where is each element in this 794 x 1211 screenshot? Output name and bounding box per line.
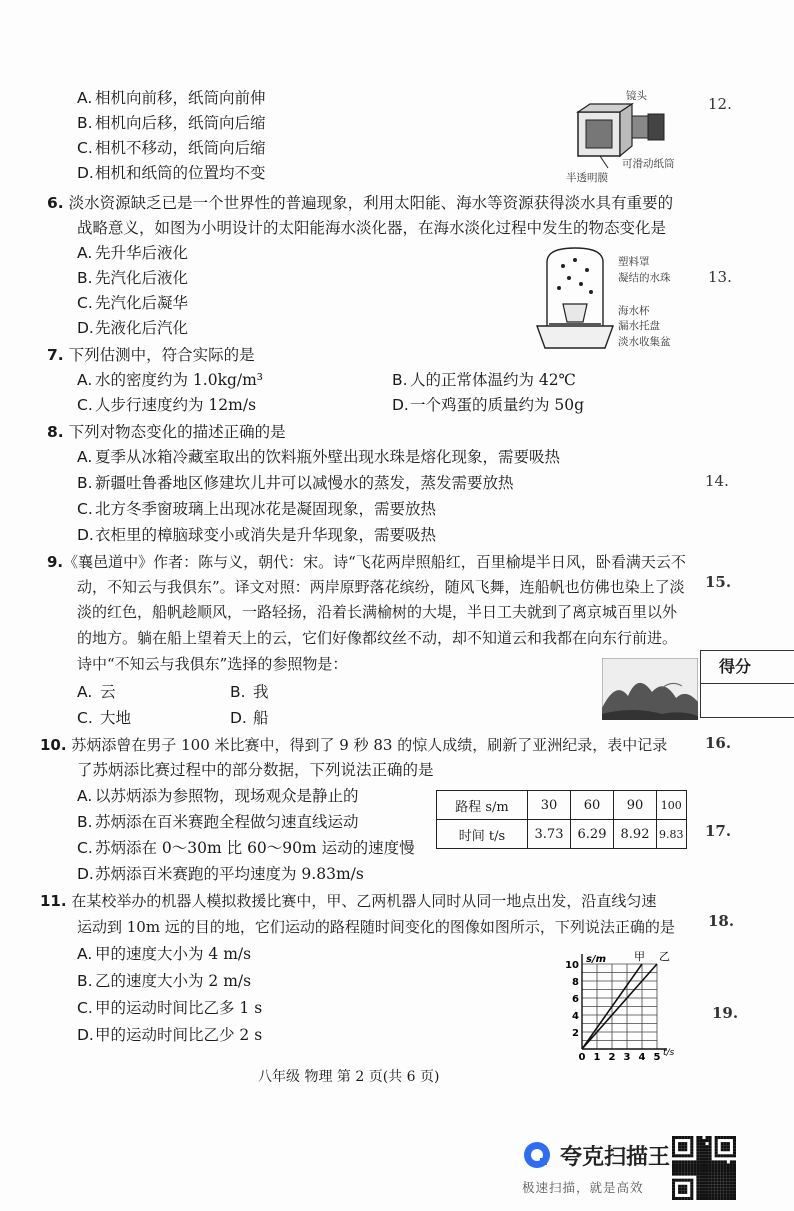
q10-stem-line1: 10. 苏炳添曾在男子 100 米比赛中，得到了 9 秒 83 的惊人成绩，刷新了亚洲纪录，表中记录 — [40, 736, 668, 754]
chart-ylabel: s/m — [586, 954, 607, 965]
q10-option-c: C. 苏炳添在 0～30m 比 60～90m 运动的速度慢 — [77, 839, 415, 857]
q9-line-2: 动，不知云与我俱东”。译文对照：两岸原野落花缤纷，随风飞舞，连船帆也仿佛也染上了淡 — [77, 578, 685, 596]
q8-option-a: A. 夏季从冰箱冷藏室取出的饮料瓶外壁出现水珠是熔化现象，需要吸热 — [77, 448, 561, 466]
q6-label-basin: 淡水收集盆 — [618, 336, 671, 348]
right-q18: 18. — [708, 912, 735, 930]
score-box — [700, 650, 794, 718]
scanner-slogan: 极速扫描，就是高效 — [522, 1180, 644, 1195]
x-tick-label: 4 — [638, 1052, 646, 1063]
q5-label-film: 半透明膜 — [566, 172, 608, 184]
score-label: 得分 — [701, 651, 794, 684]
q7-stem: 7. 下列估测中，符合实际的是 — [47, 346, 255, 364]
table-row-label: 路程 s/m — [437, 791, 528, 820]
x-tick-label: 1 — [593, 1052, 601, 1063]
q6-option-d: D.先液化后汽化 — [77, 319, 189, 337]
q5-label-lens: 镜头 — [626, 90, 647, 102]
y-tick-label: 2 — [572, 1028, 579, 1039]
right-q17: 17. — [705, 822, 732, 840]
q9-option-b: B. 我 — [230, 683, 269, 701]
table-cell: 8.92 — [614, 820, 657, 849]
x-tick-label: 2 — [608, 1052, 616, 1063]
q6-label-cup: 海水杯 — [618, 305, 650, 317]
q6-option-a: A. 先升华后液化 — [77, 244, 189, 262]
series-label-1: 乙 — [659, 950, 670, 963]
q10-data-table — [436, 790, 687, 849]
table-row — [437, 820, 687, 849]
q10-option-a: A. 以苏炳添为参照物，现场观众是静止的 — [77, 787, 359, 805]
series-label-0: 甲 — [634, 950, 645, 963]
q6-label-drops: 凝结的水珠 — [618, 272, 671, 284]
q9-option-c: C. 大地 — [77, 709, 131, 727]
table-cell: 30 — [528, 791, 571, 820]
table-cell: 6.29 — [571, 820, 614, 849]
table-cell: 100 — [657, 791, 687, 820]
table-row — [437, 791, 687, 820]
y-tick-label: 10 — [565, 960, 579, 971]
right-q13: 13. — [708, 268, 732, 286]
q9-option-a: A. 云 — [77, 683, 116, 701]
q11-stem-line2: 运动到 10m 远的目的地，它们运动的路程随时间变化的图像如图所示，下列说法正确的是 — [77, 918, 675, 936]
y-tick-label: 8 — [572, 977, 579, 988]
q6-stem-line2: 战略意义，如图为小明设计的太阳能海水淡化器，在海水淡化过程中发生的物态变化是 — [77, 219, 667, 237]
q6-stem-line1: 6. 淡水资源缺乏已是一个世界性的普遍现象，利用太阳能、海水等资源获得淡水具有重要的 — [47, 194, 674, 212]
x-tick-label: 3 — [623, 1052, 631, 1063]
q8-option-d: D.衣柜里的樟脑球变小或消失是升华现象，需要吸热 — [77, 526, 437, 544]
q5-option-c: C. 相机不移动，纸筒向后缩 — [77, 139, 266, 157]
table-cell: 60 — [571, 791, 614, 820]
scanner-logo-icon — [522, 1140, 552, 1170]
x-tick-label: 5 — [653, 1052, 661, 1063]
q6-option-c: C. 先汽化后凝华 — [77, 294, 189, 312]
q5-option-d: D.相机和纸筒的位置均不变 — [77, 164, 266, 182]
q6-option-b: B. 先汽化后液化 — [77, 269, 189, 287]
right-q12: 12. — [708, 95, 732, 113]
y-tick-label: 4 — [572, 1011, 579, 1022]
right-q16: 16. — [705, 734, 732, 752]
x-tick-label: 0 — [578, 1052, 586, 1063]
q5-option-a: A. 相机向前移，纸筒向前伸 — [77, 89, 266, 107]
desalinator-figure — [535, 244, 615, 354]
q11-option-b: B. 乙的速度大小为 2 m/s — [77, 972, 252, 990]
page-footer: 八年级 物理 第 2 页(共 6 页) — [258, 1069, 440, 1085]
q6-label-cover: 塑料罩 — [618, 256, 650, 268]
q8-stem: 8. 下列对物态变化的描述正确的是 — [47, 423, 286, 441]
q7-option-d: D.一个鸡蛋的质量约为 50g — [392, 396, 585, 414]
table-cell: 3.73 — [528, 820, 571, 849]
q11-option-a: A. 甲的速度大小为 4 m/s — [77, 945, 252, 963]
q9-line-5: 诗中“不知云与我俱东”选择的参照物是： — [77, 655, 348, 673]
q11-option-d: D.甲的运动时间比乙少 2 s — [77, 1026, 263, 1044]
q7-option-b: B. 人的正常体温约为 42℃ — [392, 371, 576, 389]
q11-stem-line1: 11. 在某校举办的机器人模拟救援比赛中，甲、乙两机器人同时从同一地点出发，沿直线匀速 — [40, 892, 657, 910]
q10-option-d: D.苏炳添百米赛跑的平均速度为 9.83m/s — [77, 865, 364, 883]
q9-line-3: 淡的红色，船帆趁顺风，一路轻扬，沿着长满榆树的大堤，半日工夫就到了离京城百里以外 — [77, 603, 678, 621]
q7-option-c: C. 人步行速度约为 12m/s — [77, 396, 257, 414]
table-cell: 9.83 — [657, 820, 687, 849]
landscape-painting — [602, 658, 698, 720]
q9-option-d: D. 船 — [230, 709, 269, 727]
q8-option-c: C. 北方冬季窗玻璃上出现冰花是凝固现象，需要放热 — [77, 500, 437, 518]
table-row-label: 时间 t/s — [437, 820, 528, 849]
q9-line-4: 的地方。躺在船上望着天上的云，它们好像都纹丝不动，却不知道云和我都在向东行前进。 — [77, 629, 678, 647]
q10-stem-line2: 了苏炳添比赛过程中的部分数据，下列说法正确的是 — [77, 761, 434, 779]
qr-code-icon — [672, 1136, 736, 1200]
right-q14: 14. — [705, 472, 729, 490]
y-tick-label: 6 — [572, 994, 579, 1005]
chart-xlabel: t/s — [663, 1048, 675, 1058]
q5-option-b: B. 相机向后移，纸筒向后缩 — [77, 114, 266, 132]
distance-time-graph — [560, 945, 678, 1063]
q10-option-b: B. 苏炳添在百米赛跑全程做匀速直线运动 — [77, 813, 359, 831]
right-q19: 19. — [712, 1004, 739, 1022]
right-q15: 15. — [705, 573, 732, 591]
q7-option-a: A. 水的密度约为 1.0kg/m³ — [77, 371, 264, 389]
q8-option-b: B. 新疆吐鲁番地区修建坎儿井可以减慢水的蒸发，蒸发需要放热 — [77, 474, 514, 492]
q9-line-1: 9.《襄邑道中》作者：陈与义，朝代：宋。诗“飞花两岸照船红，百里榆堤半日风，卧看满天云不 — [47, 553, 686, 571]
q5-label-tube: 可滑动纸筒 — [622, 158, 675, 170]
scanner-name: 夸克扫描王 — [560, 1145, 671, 1170]
table-cell: 90 — [614, 791, 657, 820]
q6-label-tray: 漏水托盘 — [618, 320, 660, 332]
q11-option-c: C. 甲的运动时间比乙多 1 s — [77, 999, 263, 1017]
